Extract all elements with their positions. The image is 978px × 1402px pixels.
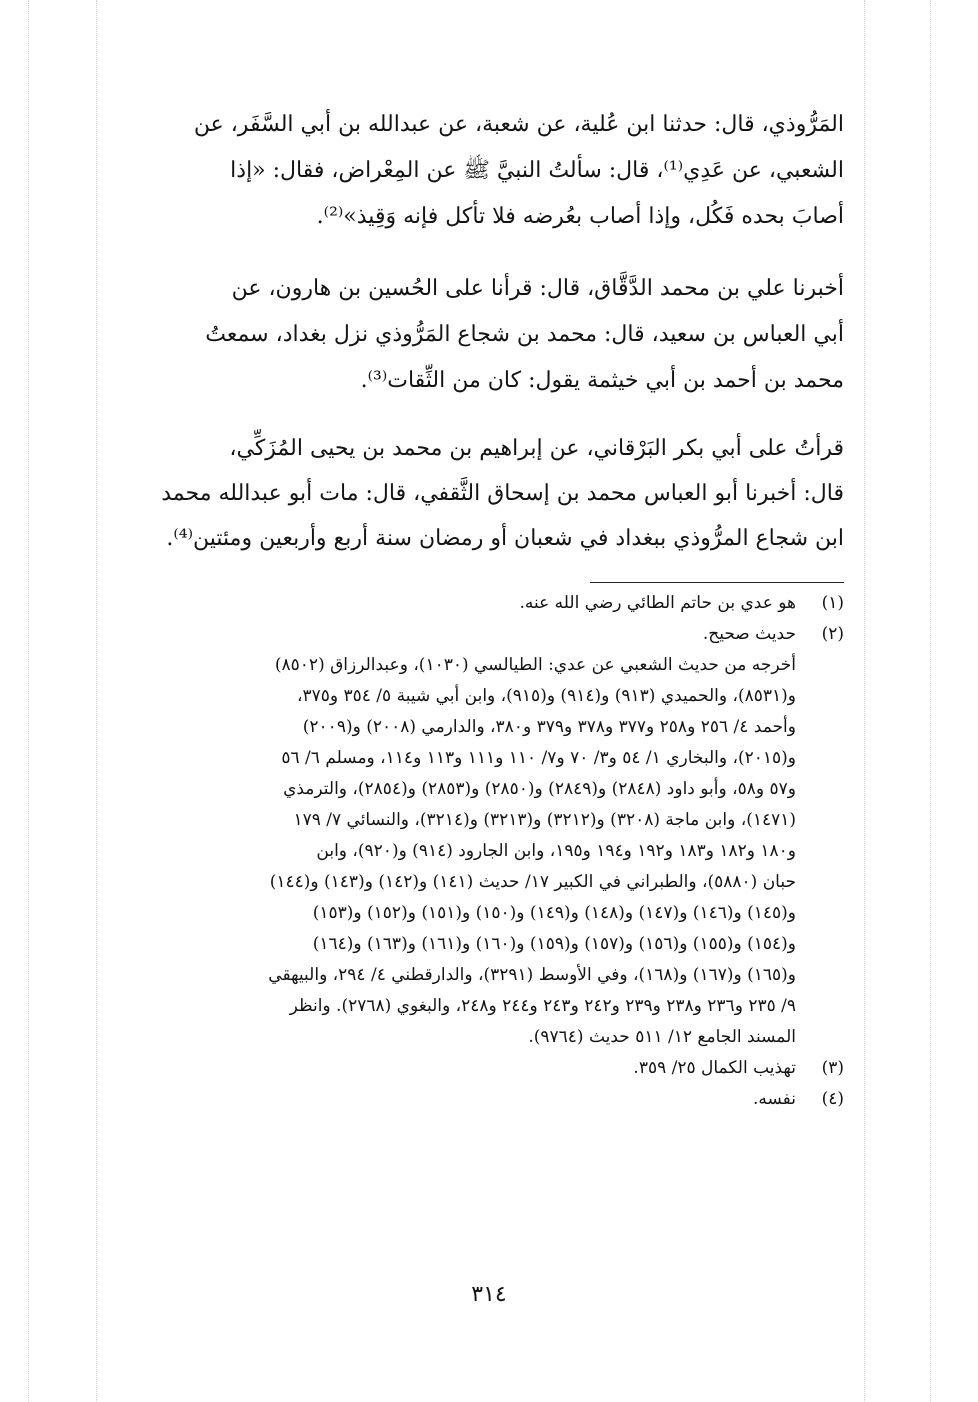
- footnote-line: أخرجه من حديث الشعبي عن عدي: الطيالسي (١٠٣٠)، وعبدالرزاق (٨٥٠٢): [274, 655, 796, 675]
- text-line: أبي العباس بن سعيد، قال: محمد بن شجاع المَرُّوذي نزل بغداد، سمعتُ: [205, 322, 844, 347]
- footnote: [122, 1053, 844, 1084]
- body-paragraph: [122, 102, 844, 240]
- footnote-separator: [590, 582, 844, 583]
- footnote-line: و(٢٠١٥)، والبخاري ١/ ٥٤ و٣/ ٧٠ و٧/ ١١٠ و١١١ و١١٣ و١١٤، ومسلم ٦/ ٥٦: [281, 748, 796, 768]
- footnote-line: هو عدي بن حاتم الطائي رضي الله عنه.: [519, 593, 796, 613]
- footnote-text: [122, 588, 796, 619]
- text-line: قال: أخبرنا أبو العباس محمد بن إسحاق الثَّقفي، قال: مات أبو عبدالله محمد: [161, 481, 844, 506]
- page-number: ٣١٤: [471, 1282, 507, 1307]
- footnote-number: (٣): [821, 1058, 844, 1078]
- text-line: محمد بن أحمد بن أبي خيثمة يقول: كان من الثِّقات⁽³⁾.: [360, 368, 844, 393]
- footnote-line: و١٨٠ و١٨٢ و١٨٣ و١٩٢ و١٩٤ و١٩٥، وابن الجارود (٩١٤) و(٩٢٠)، وابن: [316, 841, 796, 861]
- footnote-line: (١٤٧١)، وابن ماجة (٣٢٠٨) و(٣٢١٢) و(٣٢١٣) و(٣٢١٤)، والنسائي ٧/ ١٧٩: [293, 810, 796, 830]
- body-paragraph: [122, 426, 844, 561]
- footnote-line: المسند الجامع ١٢/ ٥١١ حديث (٩٧٦٤).: [528, 1027, 796, 1047]
- footnote-line: و(١٦٥) و(١٦٧) و(١٦٨)، وفي الأوسط (٣٢٩١)، والدارقطني ٤/ ٢٩٤، والبيهقي: [268, 965, 796, 985]
- text-line: قرأتُ على أبي بكر البَرْقاني، عن إبراهيم بن محمد بن يحيى المُزَكِّي،: [229, 436, 844, 461]
- footnote-line: و(١٤٥) و(١٤٦) و(١٤٧) و(١٤٨) و(١٤٩) و(١٥٠) و(١٥١) و(١٥٢) و(١٥٣): [312, 903, 796, 923]
- footnote-text: [122, 1084, 796, 1115]
- footnote-line: و(١٥٤) و(١٥٥) و(١٥٦) و(١٥٧) و(١٥٩) و(١٦٠) و(١٦١) و(١٦٣) و(١٦٤): [312, 934, 796, 954]
- footnote-number: (٢): [821, 624, 844, 644]
- dotted-guide-line: [864, 0, 865, 1402]
- footnote-text: [122, 619, 796, 1053]
- text-line: أصابَ بحده فَكُل، وإذا أصاب بعُرضه فلا تأكل فإنه وَقِيذ»⁽²⁾.: [316, 204, 844, 229]
- footnote: [122, 619, 844, 1053]
- body-paragraph: [122, 266, 844, 404]
- text-line: أخبرنا علي بن محمد الدَّقَّاق، قال: قرأنا على الحُسين بن هارون، عن: [231, 276, 844, 301]
- footnote: [122, 1084, 844, 1115]
- dotted-guide-line: [930, 0, 931, 1402]
- footnote-line: حبان (٥٨٨٠)، والطبراني في الكبير ١٧/ حديث (١٤١) و(١٤٢) و(١٤٣) و(١٤٤): [269, 872, 796, 892]
- footnote-line: حديث صحيح.: [702, 624, 796, 644]
- dotted-guide-line: [96, 0, 97, 1402]
- footnote-line: وأحمد ٤/ ٢٥٦ و٢٥٨ و٣٧٧ و٣٧٨ و٣٧٩ و٣٨٠، والدارمي (٢٠٠٨) و(٢٠٠٩): [302, 717, 796, 737]
- footnote: [122, 588, 844, 619]
- text-line: المَرُّوذي، قال: حدثنا ابن عُلية، عن شعبة، عن عبدالله بن أبي السَّفَر، عن: [193, 112, 844, 137]
- footnote-text: [122, 1053, 796, 1084]
- footnote-line: نفسه.: [752, 1089, 796, 1109]
- footnote-line: و٥٧ و٥٨، وأبو داود (٢٨٤٨) و(٢٨٤٩) و(٢٨٥٠) و(٢٨٥٣) و(٢٨٥٤)، والترمذي: [283, 779, 796, 799]
- footnote-line: و(٨٥٣١)، والحميدي (٩١٣) و(٩١٤) و(٩١٥)، وابن أبي شيبة ٥/ ٣٥٤ و٣٧٥،: [296, 686, 796, 706]
- text-line: الشعبي، عن عَدِي⁽¹⁾، قال: سألتُ النبيَّ ﷺ عن المِعْراض، فقال: «إذا: [230, 158, 844, 183]
- footnote-line: ٩/ ٢٣٥ و٢٣٦ و٢٣٨ و٢٣٩ و٢٤٢ و٢٤٣ و٢٤٤ و٢٤٨، والبغوي (٢٧٦٨). وانظر: [289, 996, 796, 1016]
- footnotes: [122, 588, 844, 1115]
- dotted-guide-line: [28, 0, 29, 1402]
- footnote-line: تهذيب الكمال ٢٥/ ٣٥٩.: [633, 1058, 796, 1078]
- text-line: ابن شجاع المرُّوذي ببغداد في شعبان أو رمضان سنة أربع وأربعين ومئتين⁽⁴⁾.: [166, 526, 844, 551]
- footnote-number: (٤): [821, 1089, 844, 1109]
- footnote-number: (١): [821, 593, 844, 613]
